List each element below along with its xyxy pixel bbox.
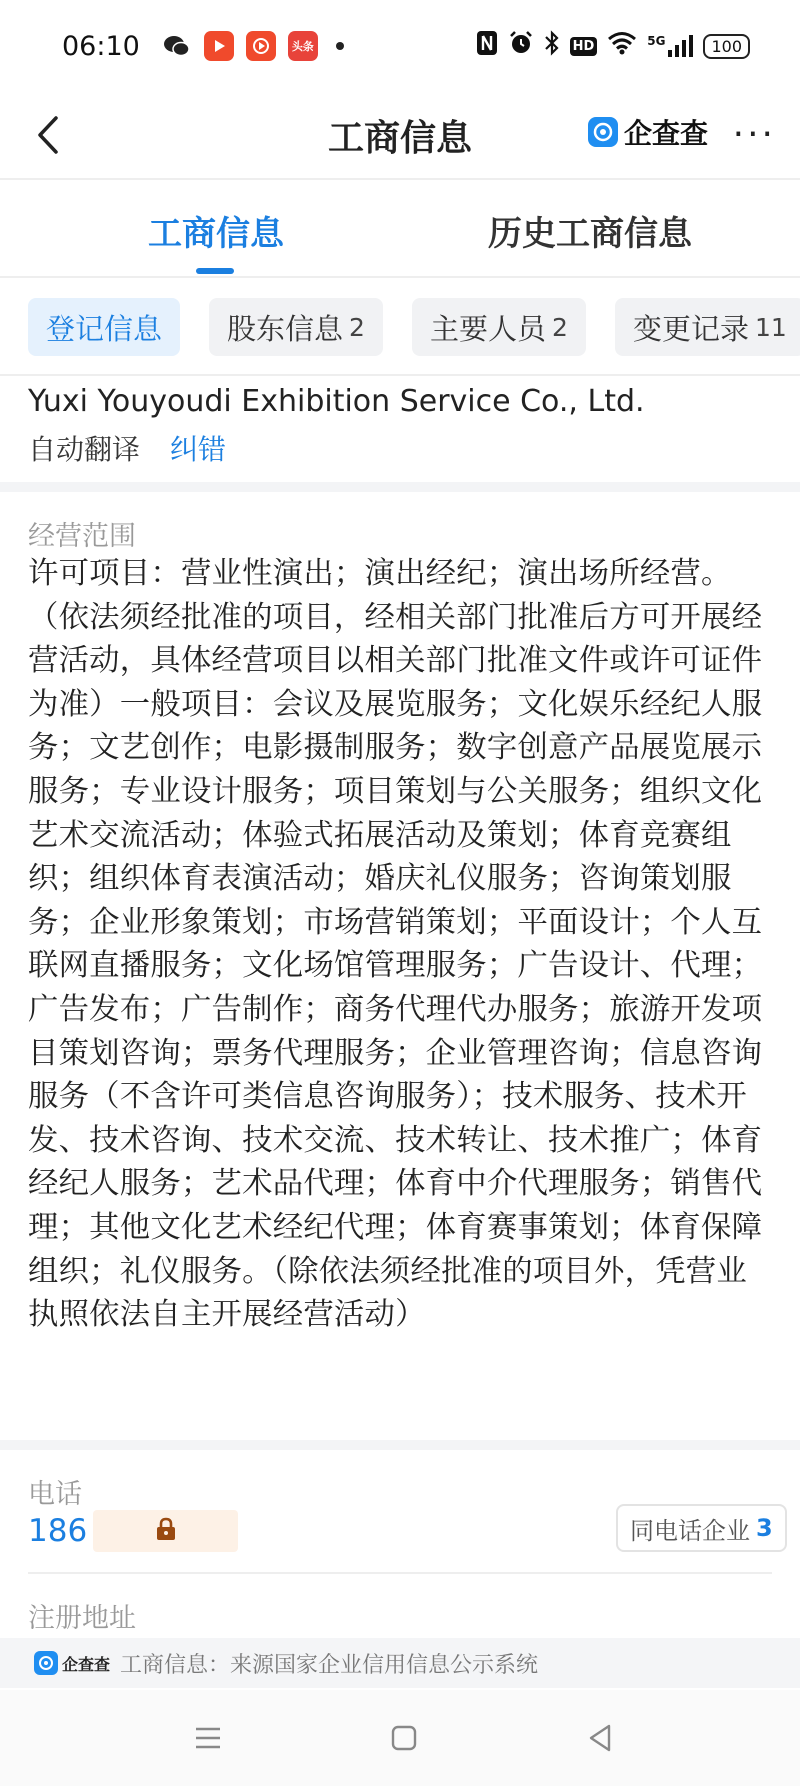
source-logo-text: 企查查: [62, 1654, 111, 1674]
status-time: 06:10: [62, 30, 140, 62]
same-phone-companies-button[interactable]: [616, 1504, 787, 1552]
qcc-small-logo-icon: [34, 1651, 58, 1675]
battery-indicator: 100: [703, 34, 750, 59]
subtab-label: 登记信息: [46, 311, 163, 346]
subtab-shareholders[interactable]: [209, 298, 383, 356]
subtab-registration[interactable]: [28, 298, 180, 356]
subtab-key-personnel[interactable]: [412, 298, 586, 356]
wifi-icon: [607, 31, 637, 61]
home-icon[interactable]: [384, 1718, 424, 1758]
phone-masked[interactable]: [93, 1510, 238, 1552]
subtab-label: 变更记录: [633, 311, 750, 346]
back-nav-icon[interactable]: [580, 1718, 620, 1758]
system-navigation-bar: [0, 1690, 800, 1786]
subtab-label: 股东信息: [227, 311, 344, 346]
signal-icon: [647, 34, 693, 58]
tab-business-info[interactable]: 工商信息: [148, 214, 284, 254]
brand-name: 企查查: [624, 117, 709, 150]
business-scope-label: 经营范围: [28, 521, 136, 552]
alarm-icon: [508, 30, 534, 62]
subtabs-divider: [0, 374, 800, 376]
brand-logo[interactable]: [588, 112, 708, 152]
notification-icons: [162, 31, 344, 61]
business-scope-text: 许可项目：营业性演出；演出经纪；演出场所经营。（依法须经批准的项目，经相关部门批准后方可开展经营活动，具体经营项目以相关部门批准文件或许可证件为准）一般项目：会议及展览服务；文化娱乐经纪人服务；文艺创作；电影摄制服务；数字创意产品展览展示服务；专业设计服务；项目策划与公关服务；组织文化艺术交流活动；体验式拓展活动及策划；体育竞赛组织；组织体育表演活动；婚庆礼仪服务；咨询策划服务；企业形象策划；市场营销策划；平面设计；个人互联网直播服务；文化场馆管理服务；广告设计、代理；广告发布；广告制作；商务代理代办服务；旅游开发项目策划咨询；票务代理服务；企业管理咨询；信息咨询服务（不含许可类信息咨询服务）；技术服务、技术开发、技术咨询、技术交流、技术转让、技术推广；体育经纪人服务；艺术品代理；体育中介代理服务；销售代理；其他文化艺术经纪代理；体育赛事策划；体育保障组织；礼仪服务。（除依法须经批准的项目外，凭营业执照依法自主开展经营活动）: [28, 556, 763, 1333]
company-english-name: Yuxi Youyoudi Exhibition Service Co., Ltd.: [28, 384, 645, 419]
section-separator: [0, 482, 800, 492]
qcc-logo-icon: [588, 117, 618, 147]
toutiao-icon: 头条: [288, 31, 318, 61]
active-tab-indicator: [196, 268, 234, 274]
same-phone-label: 同电话企业: [630, 1516, 750, 1545]
data-source-text: 工商信息：来源国家企业信用信息公示系统: [120, 1652, 539, 1678]
phone-row: [28, 1510, 238, 1552]
correct-error-link[interactable]: 纠错: [170, 433, 227, 466]
same-phone-count: 3: [756, 1514, 773, 1542]
data-source-bar: [0, 1638, 800, 1688]
lock-icon: [155, 1517, 177, 1545]
auto-translate-label: 自动翻译: [28, 433, 141, 466]
section-separator: [0, 1440, 800, 1450]
phone-number[interactable]: 186: [28, 1513, 88, 1549]
tab-history-business-info[interactable]: 历史工商信息: [488, 214, 692, 254]
phone-divider: [28, 1572, 772, 1574]
hd-icon: HD: [570, 37, 598, 56]
source-logo: [34, 1651, 110, 1675]
nfc-icon: [476, 30, 498, 62]
system-icons: [476, 30, 750, 62]
menu-icon[interactable]: [188, 1718, 228, 1758]
wechat-icon: [162, 31, 192, 61]
live-app-icon: [246, 31, 276, 61]
tabs-divider: [0, 276, 800, 278]
subtab-count: 2: [349, 312, 365, 342]
translate-row: [28, 428, 226, 468]
subtab-label: 主要人员: [430, 311, 547, 346]
status-bar: [0, 0, 800, 92]
subtab-count: 2: [552, 312, 568, 342]
subtab-count: 11: [755, 312, 787, 342]
page-title: 工商信息: [327, 117, 472, 159]
address-label: 注册地址: [28, 1603, 136, 1634]
notification-dot: [336, 42, 344, 50]
bluetooth-icon: [544, 30, 560, 62]
network-type: 5G: [647, 34, 666, 48]
sub-tab-bar: [0, 298, 800, 358]
more-options-icon[interactable]: ···: [732, 114, 776, 155]
phone-label: 电话: [28, 1479, 82, 1510]
subtab-change-records[interactable]: [615, 298, 800, 356]
header-bar: [0, 92, 800, 178]
top-tab-bar: [0, 180, 800, 276]
video-app-icon: [204, 31, 234, 61]
